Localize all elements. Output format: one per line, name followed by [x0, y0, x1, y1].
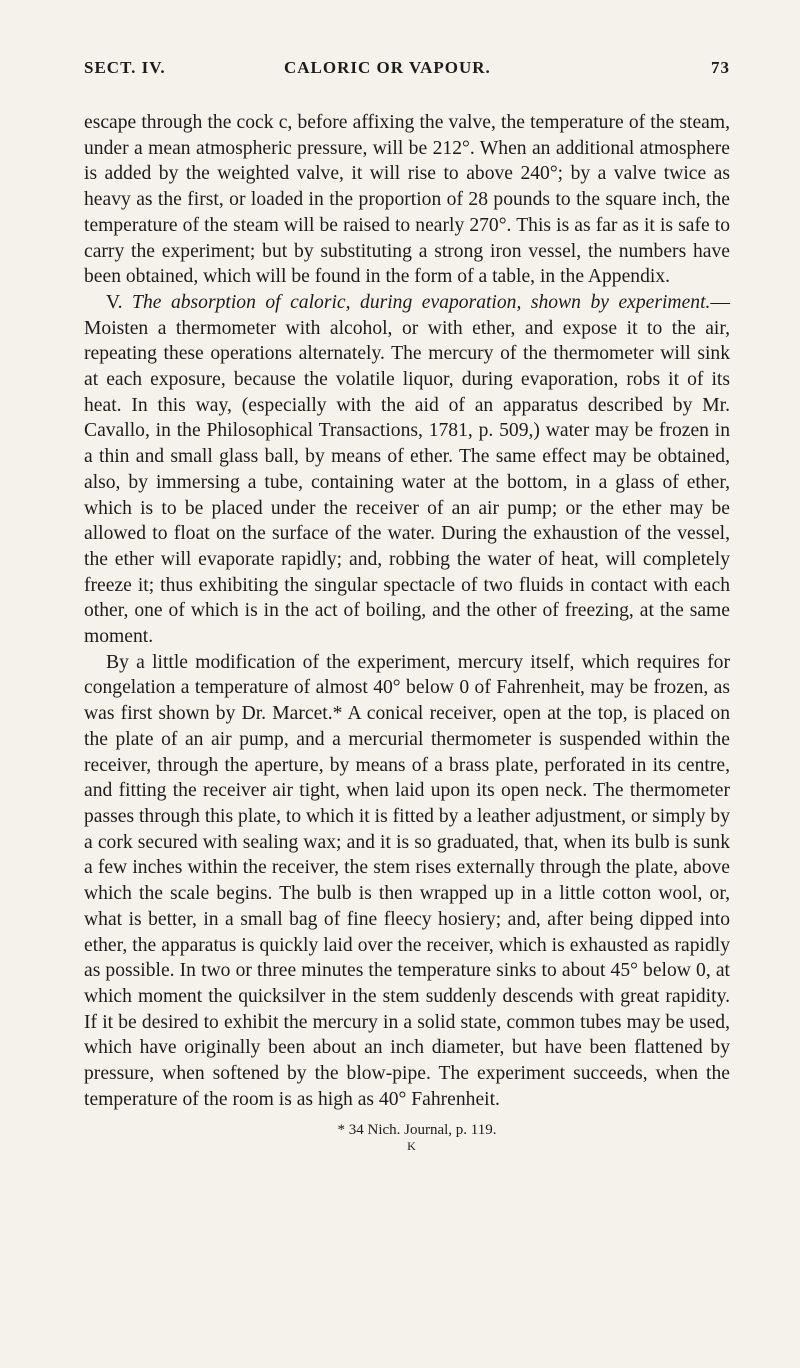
body-text: [84, 110, 730, 1112]
paragraph-2-body: —Moisten a thermometer with alcohol, or with ether, and expose it to the air, repeating these operations alternately. The mercury of the thermometer will sink at each exposure, because the volatile liquor, during evaporation, robs it of its heat. In this way, (especially with the aid of an apparatus described by Mr. Cavallo, in the Philosophical Transactions, 1781, p. 509,) water may be frozen in a thin and small glass ball, by means of ether. The same effect may be obtained, also, by immersing a tube, containing water at the bottom, in a glass of ether, which is to be placed under the receiver of an air pump; or the ether may be allowed to float on the surface of the water. During the exhaustion of the vessel, the ether will evaporate rapidly; and, robbing the water of heat, will completely freeze it; thus exhibiting the singular spectacle of two fluids in contact with each other, one of which is in the act of boiling, and the other of freezing, at the same moment.: [84, 291, 730, 648]
paragraph-2: [84, 290, 730, 650]
paragraph-3: By a little modification of the experiment, mercury itself, which requires for congelation a temperature of almost 40° below 0 of Fahrenheit, may be frozen, as was first shown by Dr. Marcet.* A conical receiver, open at the top, is placed on the plate of an air pump, and a mercurial thermometer is suspended within the receiver, through the aperture, by means of a brass plate, perforated in its centre, and fitting the receiver air tight, when laid upon its open neck. The thermometer passes through this plate, to which it is fitted by a leather adjustment, or simply by a cork secured with sealing wax; and it is so graduated, that, when its bulb is sunk a few inches within the receiver, the stem rises externally through the plate, above which the scale begins. The bulb is then wrapped up in a little cotton wool, or, what is better, in a small bag of fine fleecy hosiery; and, after being dipped into ether, the apparatus is quickly laid over the receiver, which is exhausted as rapidly as possible. In two or three minutes the temperature sinks to about 45° below 0, at which moment the quicksilver in the stem suddenly descends with great rapidity. If it be desired to exhibit the mercury in a solid state, common tubes may be used, which have originally been about an inch diameter, but have been flattened by pressure, when softened by the blow-pipe. The experiment succeeds, when the temperature of the room is as high as 40° Fahrenheit.: [84, 651, 730, 1110]
section-numeral: V.: [106, 291, 123, 313]
chapter-title: CALORIC OR VAPOUR.: [284, 58, 491, 77]
page-number: 73: [711, 58, 730, 77]
footnote: * 34 Nich. Journal, p. 119.: [337, 1122, 497, 1139]
experiment-heading: The absorption of caloric, during evaporation, shown by experiment.: [132, 291, 711, 313]
section-label: SECT. IV.: [84, 58, 166, 77]
paragraph-1: escape through the cock c, before affixing the valve, the temperature of the steam, under a mean atmospheric pressure, will be 212°. When an additional atmosphere is added by the weighted valve, it will rise to above 240°; by a valve twice as heavy as the first, or loaded in the proportion of 28 pounds to the square inch, the temperature of the steam will be raised to nearly 270°. This is as far as it is safe to carry the experiment; but by substituting a strong iron vessel, the numbers have been obtained, which will be found in the form of a table, in the Appendix.: [84, 112, 730, 288]
running-head: [84, 58, 730, 88]
signature-mark: K: [407, 1139, 417, 1154]
